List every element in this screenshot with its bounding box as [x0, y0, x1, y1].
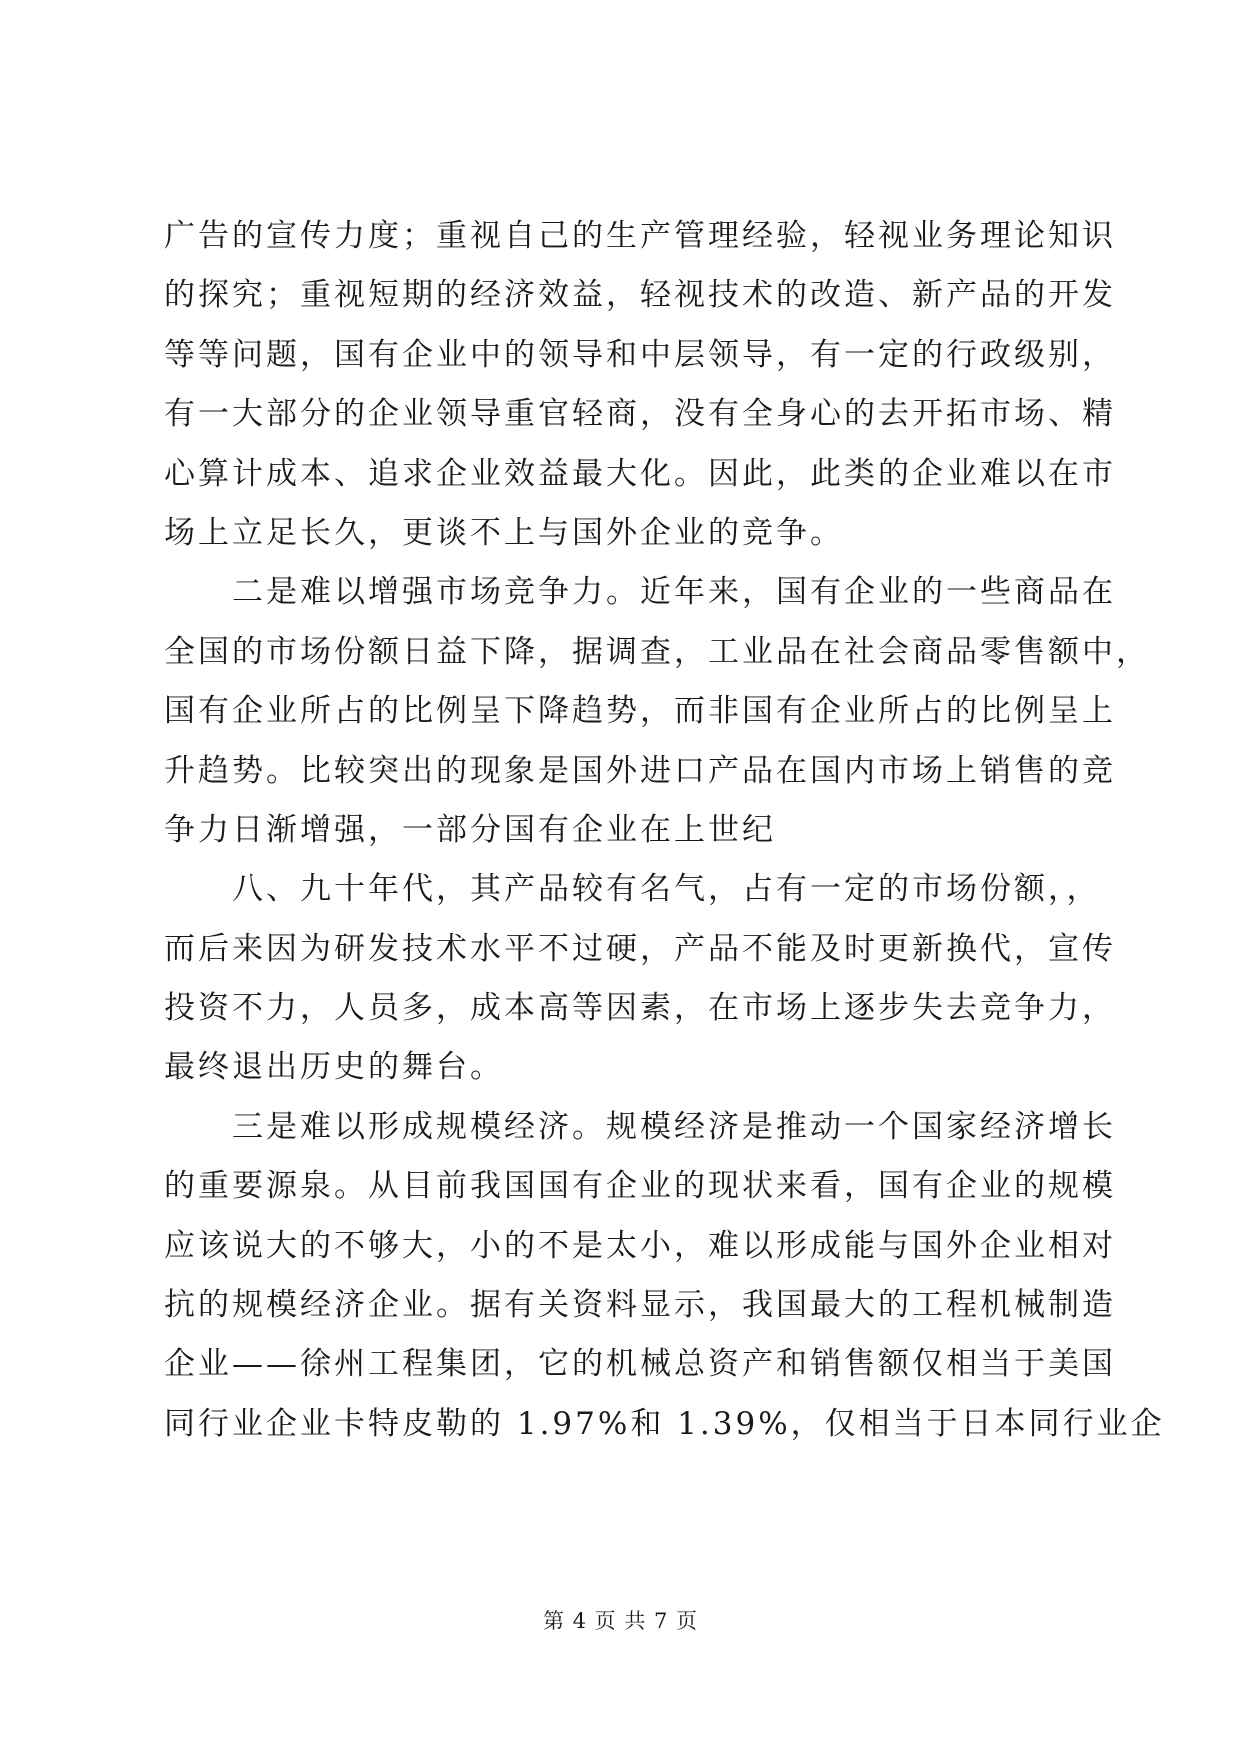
paragraph-start-line: 三是难以形成规模经济。规模经济是推动一个国家经济增长 — [232, 1108, 1116, 1145]
text-line: 同行业企业卡特皮勒的 1.97%和 1.39%，仅相当于日本同行业企 — [164, 1405, 1165, 1442]
text-line: 的重要源泉。从目前我国国有企业的现状来看，国有企业的规模 — [164, 1168, 1116, 1205]
text-line: 而后来因为研发技术水平不过硬，产品不能及时更新换代，宣传 — [164, 930, 1116, 967]
document-body — [164, 207, 1165, 1454]
text-line: 争力日渐增强，一部分国有企业在上世纪 — [164, 811, 776, 848]
text-line: 抗的规模经济企业。据有关资料显示，我国最大的工程机械制造 — [164, 1287, 1116, 1324]
text-line: 等等问题，国有企业中的领导和中层领导，有一定的行政级别， — [164, 336, 1116, 373]
text-line: 升趋势。比较突出的现象是国外进口产品在国内市场上销售的竞 — [164, 752, 1116, 789]
text-line: 应该说大的不够大，小的不是太小，难以形成能与国外企业相对 — [164, 1227, 1116, 1264]
text-line: 最终退出历史的舞台。 — [164, 1049, 504, 1086]
text-line: 的探究；重视短期的经济效益，轻视技术的改造、新产品的开发 — [164, 277, 1116, 314]
text-line: 全国的市场份额日益下降，据调查，工业品在社会商品零售额中， — [164, 633, 1150, 670]
text-line: 国有企业所占的比例呈下降趋势，而非国有企业所占的比例呈上 — [164, 693, 1116, 730]
text-line: 广告的宣传力度；重视自己的生产管理经验，轻视业务理论知识 — [164, 218, 1116, 254]
text-line: 心算计成本、追求企业效益最大化。因此，此类的企业难以在市 — [164, 455, 1116, 492]
paragraph-start-line: 二是难以增强市场竞争力。近年来，国有企业的一些商品在 — [232, 574, 1116, 611]
text-line: 有一大部分的企业领导重官轻商，没有全身心的去开拓市场、精 — [164, 396, 1116, 433]
paragraph-start-line: 八、九十年代，其产品较有名气，占有一定的市场份额，， — [232, 871, 1101, 908]
text-line: 投资不力，人员多，成本高等因素，在市场上逐步失去竞争力， — [164, 990, 1116, 1027]
page-number-footer: 第 4 页 共 7 页 — [542, 1609, 699, 1633]
text-line: 场上立足长久，更谈不上与国外企业的竞争。 — [164, 514, 844, 551]
text-line: 企业——徐州工程集团，它的机械总资产和销售额仅相当于美国 — [164, 1346, 1116, 1383]
